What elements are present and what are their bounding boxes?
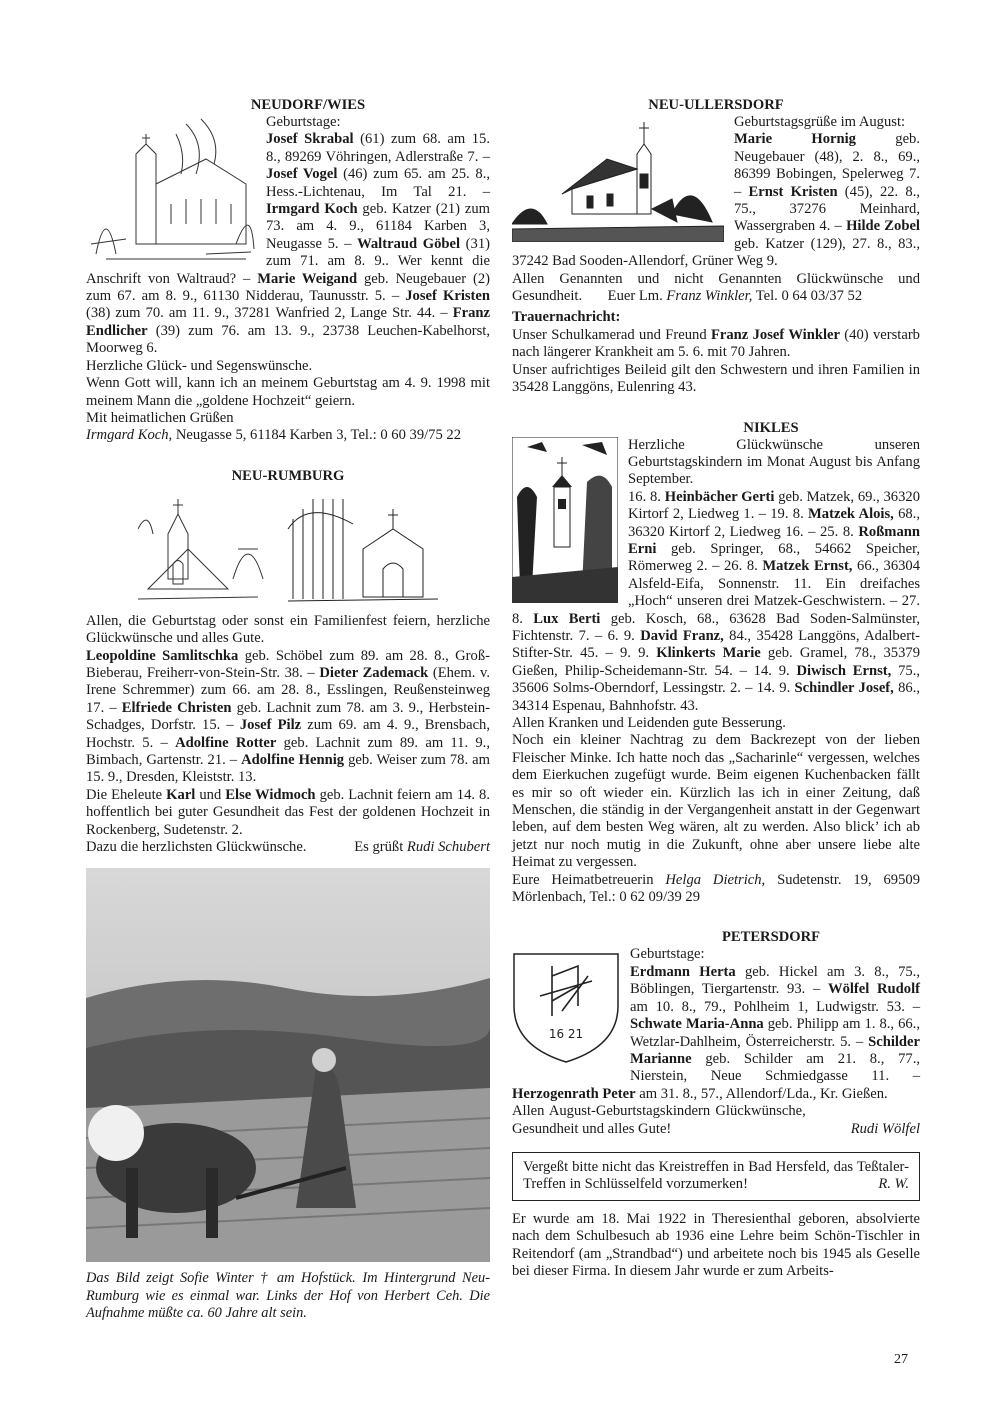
reminder-text: Vergeßt bitte nicht das Kreistreffen in Bad Hersfeld, das Teßtaler-Treffen in Schlüsselfeld vorzumerken!: [523, 1158, 909, 1193]
obituary-biography: Er wurde am 18. Mai 1922 in Theresienthal geboren, absolvierte nach dem Schulbesuch ab 1936 eine Lehre beim Schön-Tischler in Reitendorf (am „Strandbad“) und arbeitete noch bis 1945 als Geselle bei dieser Firma. In diesem Jahr wurde er zum Arbeits-: [512, 1210, 920, 1279]
coat-of-arms: [512, 946, 620, 1066]
golden-wedding-note: Wenn Gott will, kann ich an meinem Geburtstag am 4. 9. 1998 mit meinem Mann die „goldene Hochzeit“ geiern.: [86, 375, 490, 409]
closing-left: Dazu die herzlichsten Glückwünsche.: [86, 839, 307, 855]
section-subtitle: Geburtstage:: [266, 114, 341, 130]
photo-block: [86, 868, 490, 1322]
closing-signature: Es grüßt Rudi Schubert: [354, 839, 490, 855]
petersdorf-wishes: [512, 1103, 920, 1138]
reminder-signature: R. W.: [878, 1176, 909, 1193]
signature-line: Irmgard Koch, Neugasse 5, 61184 Karben 3, Tel.: 0 60 39/75 22: [86, 427, 462, 444]
intro-text: Allen, die Geburtstag oder sonst ein Familienfest feiern, herzliche Glückwünsche und alles Gute.: [86, 612, 490, 647]
section-title: NIKLES: [743, 419, 799, 436]
left-column: [86, 96, 490, 1323]
condolence-text: Unser aufrichtiges Beileid gilt den Schwestern und ihren Familien in 35428 Langgöns, Eulenring 43.: [512, 361, 920, 396]
church-drawing-neudorf: [86, 114, 256, 264]
mourning-title: Trauernachricht:: [512, 309, 621, 326]
birthday-text: Geburtstagsgrüße im August: Marie Hornig geb. Neugebauer (48), 2. 8., 69., 86399 Bobingen, Spelerweg 7. – Ernst Kristen (45), 22. 8., 75., 37276 Meinhard, Wassergraben 4. – Hilde Zobel geb. Katzer (129), 27. 8., 83., 37242 Bad Sooden-Allendorf, Grüner Weg 9.: [512, 114, 921, 270]
golden-wedding-note: Die Eheleute Karl und Else Widmoch geb. Lachnit feiern am 14. 8. hoffentlich bei guter Gesundheit das Fest der goldenen Hochzeit in Rockenberg, Sudetenstr. 2.: [86, 786, 490, 838]
section-neudorf: [86, 96, 490, 445]
church-drawing-neuullersdorf: [512, 114, 724, 242]
wishes-text: Allen August-Geburtstagskindern Glückwünsche, Gesundheit und alles Gute!: [512, 1103, 806, 1137]
wishes-signature: Rudi Wölfel: [850, 1120, 920, 1137]
signature-line: Eure Heimatbetreuerin Helga Dietrich, Sudetenstr. 19, 69509 Mörlenbach, Tel.: 0 62 09/39 29: [512, 871, 920, 906]
greeting-line: Mit heimatlichen Grüßen: [86, 409, 234, 426]
photo-caption: Das Bild zeigt Sofie Winter † am Hofstück. Im Hintergrund Neu-Rumburg wie es einmal war. Links der Hof von Herbert Ceh. Die Aufnahme müßte ca. 60 Jahre alt sein.: [86, 1270, 490, 1322]
church-drawing-nikles: [512, 437, 618, 603]
get-well-text: Allen Kranken und Leidenden gute Besserung.: [512, 715, 786, 731]
recipe-note: Noch ein kleiner Nachtrag zu dem Backrezept von der lieben Fleischer Minke. Ich hatte noch das „Sacharinle“ vergessen, welches dem Eierkuchen zugefügt wurde. Beim eigenen Kuchenbacken fällt es mir so oft wieder ein. Kürzlich las ich in einer Zeitung, daß Menschen, die ständig in der Vergangenheit anstatt in der Gegenwart leben, auf dem besten Weg wären, alt zu werden. Also blick’ ich ab jetzt nur noch mutig in die Zukunft, ohne aber unsere liebe alte Heimat zu vergessen.: [512, 732, 920, 871]
birthday-text: Herzliche Glückwünsche unseren Geburtstagskindern im Monat August bis Anfang September. 16. 8. Heinbächer Gerti geb. Matzek, 69., 36320 Kirtorf 2, Liedweg 1. – 19. 8. Matzek Alois, 68., 36320 Kirtorf 2, Liedweg 16. – 25. 8. Roßmann Erni geb. Springer, 68., 54662 Speicher, Römerweg 2. – 26. 8. Matzek Ernst, 66., 36304 Alsfeld-Eifa, Sonnenstr. 11. Ein dreifaches „Hoch“ unseren drei Matzek-Geschwistern. – 27. 8. Lux Berti geb. Kosch, 68., 63628 Bad Soden-Salmünster, Fichtenstr. 7. – 6. 9. David Franz, 84., 35428 Langgöns, Adalbert-Stifter-Str. 45. – 9. 9. Klinkerts Marie geb. Gramel, 78., 35379 Gießen, Philip-Scheidemann-Str. 54. – 14. 9. Diwisch Ernst, 75., 35606 Solms-Oberndorf, Lessingstr. 2. – 14. 9. Schindler Josef, 86., 34314 Espenau, Bahnhofstr. 43.: [512, 436, 921, 714]
wishes-text: Herzliche Glück- und Segenswünsche.: [86, 357, 313, 374]
section-petersdorf: [512, 928, 920, 1137]
section-title: NEU-ULLERSDORF: [648, 97, 784, 113]
section-neurumburg: [86, 467, 490, 857]
wishes-text: Allen Genannten und nicht Genannten Glückwünsche und Gesundheit. Euer Lm. Franz Winkler, Tel. 0 64 03/37 52: [512, 270, 920, 305]
section-title: NEU-RUMBURG: [231, 467, 345, 484]
section-title: NEUDORF/WIES: [250, 97, 366, 113]
closing-line: [86, 839, 490, 856]
reminder-box: [512, 1152, 920, 1201]
birthday-text: Josef Skrabal (61) zum 68. am 15. 8., 89269 Vöhringen, Adlerstraße 7. – Josef Vogel (46) zum 65. am 25. 8., Hess.-Lichtenau, Im Tal 21. – Irmgard Koch geb. Katzer (21) zum 73. am 4. 9., 61184 Karben 3, Neugasse 5. – Waltraud Göbel (31) zum 71. am 8. 9.. Wer kennt die Anschrift von Waltraud? – Marie Weigand geb. Neugebauer (2) zum 67. am 8. 9., 61130 Nidderau, Taunusstr. 5. – Josef Kristen (38) zum 70. am 11. 9., 37281 Wanfried 2, Lange Str. 44. – Franz Endlicher (39) zum 76. am 13. 9., 23738 Leuchen-Kabelhorst, Moorweg 6.: [86, 131, 491, 357]
birthday-text: Leopoldine Samlitschka geb. Schöbel zum 89. am 28. 8., Groß-Bieberau, Freiherr-von-Stein-Str. 38. – Dieter Zademack (Ehem. v. Irene Schremmer) zum 66. am 28. 8., Esslingen, Reußensteinweg 17. – Elfriede Christen geb. Lachnit zum 78. am 3. 9., Herbstein-Schadges, Dorfstr. 15. – Josef Pilz zum 69. am 4. 9., Brensbach, Hochstr. 5. – Adolfine Rotter geb. Lachnit zum 89. am 11. 9., Bimbach, Gartenstr. 21. – Adolfine Hennig geb. Weiser zum 78. am 15. 9., Dresden, Kleiststr. 13.: [86, 647, 491, 786]
church-drawings-neurumburg: [138, 489, 438, 607]
section-nikles: [512, 419, 920, 907]
coat-year: 16 21: [548, 1027, 584, 1042]
birthday-text: Geburtstage: Erdmann Herta geb. Hickel am 3. 8., 75., Böblingen, Tiergartenstr. 93. – Wölfel Rudolf am 10. 8., 79., Pohlheim 1, Ludwigstr. 53. – Schwate Maria-Anna geb. Philipp am 1. 8., 66., Wetzlar-Dahlheim, Österreicherstr. 5. – Schilder Marianne geb. Schilder am 21. 8., 77., Nierstein, Neue Schmiedgasse 11. – Herzogenrath Peter am 31. 8., 57., Allendorf/Lda., Kr. Gießen.: [512, 946, 920, 1102]
mourning-text: Unser Schulkamerad und Freund Franz Josef Winkler (40) verstarb nach längerer Krankheit am 5. 6. mit 70 Jahren.: [512, 326, 920, 361]
right-column: [512, 96, 920, 1280]
section-title: PETERSDORF: [721, 929, 821, 946]
section-neuullersdorf: [512, 96, 920, 397]
page-number: 27: [894, 1352, 908, 1367]
historic-farm-photo: [86, 868, 490, 1262]
